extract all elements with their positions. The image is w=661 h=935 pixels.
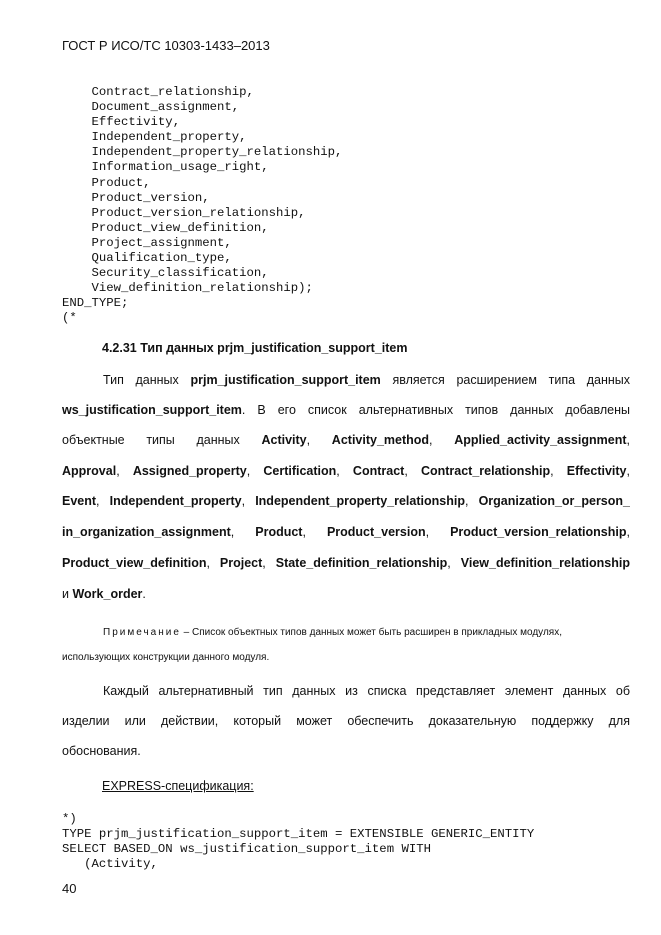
code-line: END_TYPE; bbox=[62, 296, 129, 311]
paragraph-line: Каждый альтернативный тип данных из списка представляет элемент данных об bbox=[103, 684, 630, 698]
paragraph-line: in_organization_assignment, Product, Product_version, Product_version_relationship, bbox=[62, 525, 630, 539]
paragraph-line: и Work_order. bbox=[62, 587, 146, 601]
note-line: использующих конструкции данного модуля. bbox=[62, 652, 270, 663]
section-heading: 4.2.31 Тип данных prjm_justification_support_item bbox=[102, 341, 408, 355]
code-line: Product, bbox=[62, 175, 151, 190]
code-line: Independent_property, bbox=[62, 130, 247, 145]
code-line: Contract_relationship, bbox=[62, 85, 254, 99]
code-line: *) bbox=[62, 812, 77, 826]
code-block-bottom bbox=[62, 812, 534, 872]
code-line: Product_view_definition, bbox=[62, 220, 269, 235]
code-line: Security_classification, bbox=[62, 266, 269, 281]
express-spec-label: EXPRESS-спецификация: bbox=[102, 779, 254, 793]
code-line: Document_assignment, bbox=[62, 100, 240, 115]
paragraph-line: Event, Independent_property, Independent_property_relationship, Organization_or_person_ bbox=[62, 494, 630, 508]
code-line: Project_assignment, bbox=[62, 235, 232, 250]
code-line: Product_version_relationship, bbox=[62, 205, 306, 220]
code-line: (Activity, bbox=[62, 857, 158, 872]
code-line: Independent_property_relationship, bbox=[62, 145, 343, 160]
code-line: (* bbox=[62, 311, 77, 326]
code-block-top bbox=[62, 85, 342, 327]
paragraph-line: ws_justification_support_item. В его список альтернативных типов данных добавлены bbox=[62, 403, 630, 417]
paragraph-line: обоснования. bbox=[62, 744, 141, 758]
code-line: View_definition_relationship); bbox=[62, 281, 313, 296]
note-label: Примечание bbox=[103, 627, 181, 638]
code-line: Qualification_type, bbox=[62, 251, 232, 266]
paragraph-line: Approval, Assigned_property, Certification, Contract, Contract_relationship, Effectivity, bbox=[62, 464, 630, 478]
code-line: Product_version, bbox=[62, 190, 210, 205]
paragraph-line: изделии или действии, который может обеспечить доказательную поддержку для bbox=[62, 714, 630, 728]
page-number: 40 bbox=[62, 881, 77, 896]
code-line: SELECT BASED_ON ws_justification_support_item WITH bbox=[62, 842, 431, 857]
paragraph-line: объектные типы данных Activity, Activity_method, Applied_activity_assignment, bbox=[62, 433, 630, 447]
code-line: Information_usage_right, bbox=[62, 160, 269, 175]
paragraph-line: Product_view_definition, Project, State_definition_relationship, View_definition_relationship bbox=[62, 556, 630, 570]
document-header: ГОСТ Р ИСО/ТС 10303-1433–2013 bbox=[62, 38, 270, 53]
note-line: Примечание – Список объектных типов данных может быть расширен в прикладных модулях, bbox=[103, 627, 562, 638]
paragraph-line: Тип данных prjm_justification_support_item является расширением типа данных bbox=[103, 373, 630, 387]
code-line: TYPE prjm_justification_support_item = EXTENSIBLE GENERIC_ENTITY bbox=[62, 827, 535, 842]
code-line: Effectivity, bbox=[62, 115, 181, 130]
